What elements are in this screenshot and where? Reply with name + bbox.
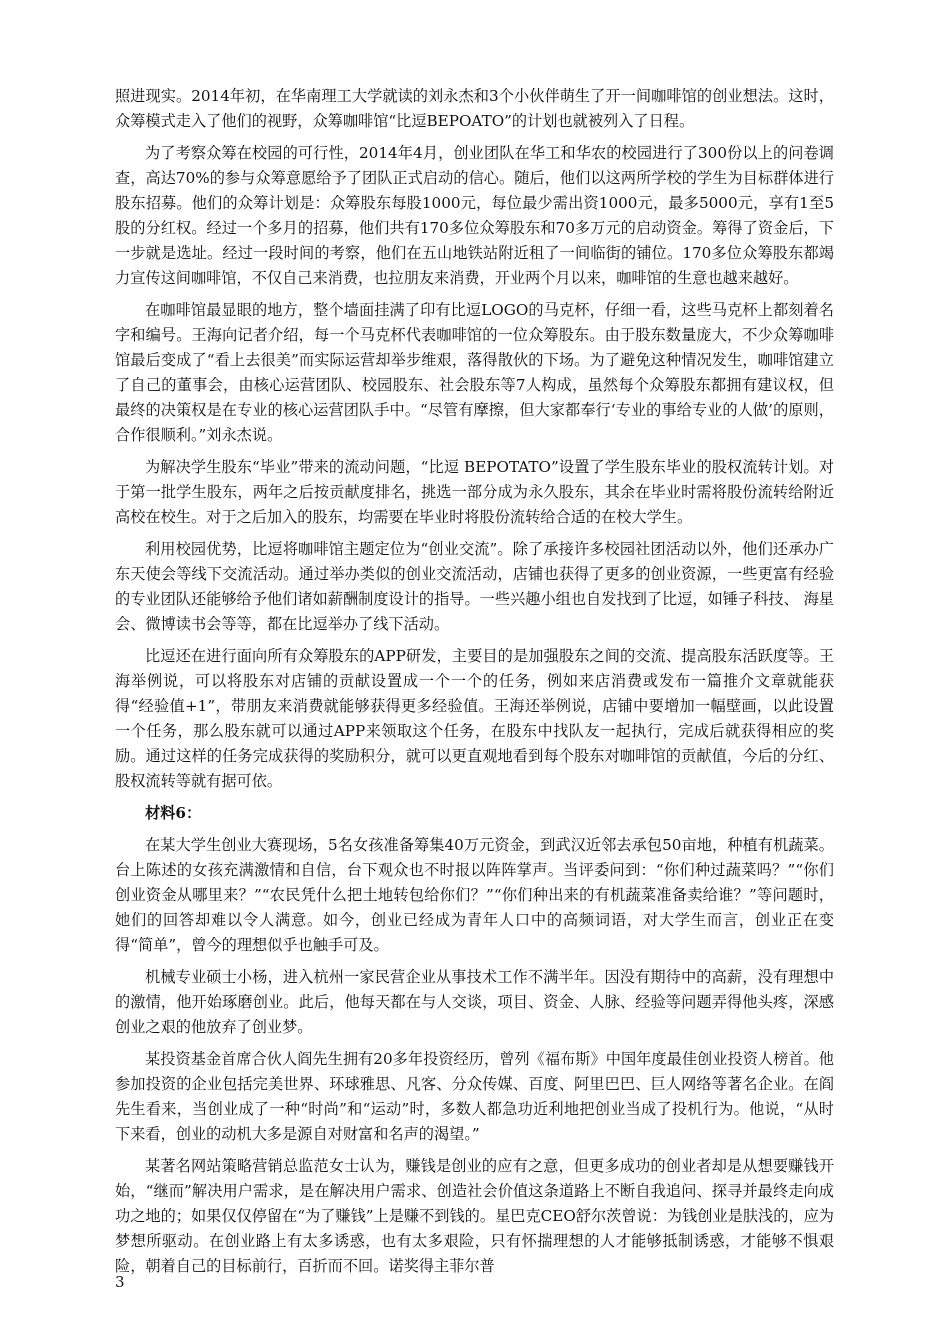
paragraph-app-development: 比逗还在进行面向所有众筹股东的APP研发，主要目的是加强股东之间的交流、提高股东活跃度等。王海举例说，可以将股东对店铺的贡献设置成一个一个的任务，例如来店消费或发布一篇推介文章就能获得“经验值+1”，带朋友来消费就能够获得更多经验值。王海还举例说，店铺中要增加一幅壁画，以此设置一个任务，那么股东就可以通过APP来领取这个任务，在股东中找队友一起执行，完成后就获得相应的奖励。通过这样的任务完成获得的奖励积分，就可以更直观地看到每个股东对咖啡馆的贡献值，今后的分红、股权流转等就有据可依。 [115,647,834,790]
paragraph-equity-transfer: 为解决学生股东“毕业”带来的流动问题，“比逗 BEPOTATO”设置了学生股东毕业的股权流转计划。对于第一批学生股东，两年之后按贡献度排名，挑选一部分成为永久股东，其余在毕业时需将股份流转给附近高校在校生。对于之后加入的股东，均需要在毕业时将股份流转给合适的在校大学生。 [115,458,834,526]
paragraph-xiao-yang: 机械专业硕士小杨，进入杭州一家民营企业从事技术工作不满半年。因没有期待中的高薪，没有理想中的激情，他开始琢磨创业。此后，他每天都在与人交谈，项目、资金、人脉、经验等问题弄得他头疼，深感创业之艰的他放弃了创业梦。 [115,968,834,1036]
paragraph-continuation: 照进现实。2014年初，在华南理工大学就读的刘永杰和3个小伙伴萌生了开一间咖啡馆的创业想法。这时，众筹模式走入了他们的视野，众筹咖啡馆“比逗BEPOATO”的计划也就被列入了日程。 [115,87,834,130]
paragraph-director-fan: 某著名网站策略营销总监范女士认为，赚钱是创业的应有之意，但更多成功的创业者却是从想要赚钱开始，“继而”解决用户需求，是在解决用户需求、创造社会价值这条道路上不断自我追问、探寻并最终走向成功之地的；如果仅仅停留在“为了赚钱”上是赚不到钱的。星巴克CEO舒尔茨曾说：为钱创业是肤浅的，应为梦想所驱动。在创业路上有太多诱惑，也有太多艰险，只有怀揣理想的人才能够抵制诱惑，才能够不惧艰险，朝着自己的目标前行，百折而不回。诺奖得主菲尔普 [115,1157,834,1275]
paragraph-investor-yan: 某投资基金首席合伙人阎先生拥有20多年投资经历，曾列《福布斯》中国年度最佳创业投资人榜首。他参加投资的企业包括完美世界、环球雅思、凡客、分众传媒、百度、阿里巴巴、巨人网络等著名企业。在阎先生看来，当创业成了一种“时尚”和“运动”时，多数人都急功近利地把创业当成了投机行为。他说，“从时下来看，创业的动机大多是源自对财富和名声的渴望。” [115,1050,834,1143]
paragraph-mug-wall: 在咖啡馆最显眼的地方，整个墙面挂满了印有比逗LOGO的马克杯，仔细一看，这些马克杯上都刻着名字和编号。王海向记者介绍，每一个马克杯代表咖啡馆的一位众筹股东。由于股东数量庞大，不少众筹咖啡馆最后变成了“看上去很美”而实际运营却举步维艰，落得散伙的下场。为了避免这种情况发生，咖啡馆建立了自己的董事会，由核心运营团队、校园股东、社会股东等7人构成，虽然每个众筹股东都拥有建议权，但最终的决策权是在专业的核心运营团队手中。“尽管有摩擦，但大家都奉行‘专业的事给专业的人做’的原则，合作很顺利。”刘永杰说。 [115,301,834,444]
paragraph-crowdfunding-survey: 为了考察众筹在校园的可行性，2014年4月，创业团队在华工和华农的校园进行了300份以上的问卷调查，高达70%的参与众筹意愿给予了团队正式启动的信心。随后，他们以这两所学校的学生为目标群体进行股东招募。他们的众筹计划是：众筹股东每股1000元，每位最少需出资1000元，最多5000元，享有1至5股的分红权。经过一个多月的招募，他们共有170多位众筹股东和70多万元的启动资金。筹得了资金后，下一步就是选址。经过一段时间的考察，他们在五山地铁站附近租了一间临街的铺位。170多位众筹股东都竭力宣传这间咖啡馆，不仅自己来消费，也拉朋友来消费，开业两个月以来，咖啡馆的生意也越来越好。 [115,144,834,287]
paragraph-competition: 在某大学生创业大赛现场，5名女孩准备筹集40万元资金，到武汉近邻去承包50亩地，种植有机蔬菜。台上陈述的女孩充满激情和自信，台下观众也不时报以阵阵掌声。当评委问到：“你们种过蔬菜吗？”“你们创业资金从哪里来？”“农民凭什么把土地转包给你们？”“你们种出来的有机蔬菜准备卖给谁？”等问题时，她们的回答却难以令人满意。如今，创业已经成为青年人口中的高频词语，对大学生而言，创业正在变得“简单”，曾今的理想似乎也触手可及。 [115,836,834,954]
section-heading-material-6: 材料6： [145,804,202,822]
page-number: 3 [115,1273,125,1291]
document-body [115,84,834,1286]
paragraph-campus-advantage: 利用校园优势，比逗将咖啡馆主题定位为“创业交流”。除了承接许多校园社团活动以外，他们还承办广东天使会等线下交流活动。通过举办类似的创业交流活动，店铺也获得了更多的创业资源，一些更富有经验的专业团队还能够给予他们诸如薪酬制度设计的指导。一些兴趣小组也自发找到了比逗，如锤子科技、 海星会、微博读书会等等，都在比逗举办了线下活动。 [115,540,834,633]
